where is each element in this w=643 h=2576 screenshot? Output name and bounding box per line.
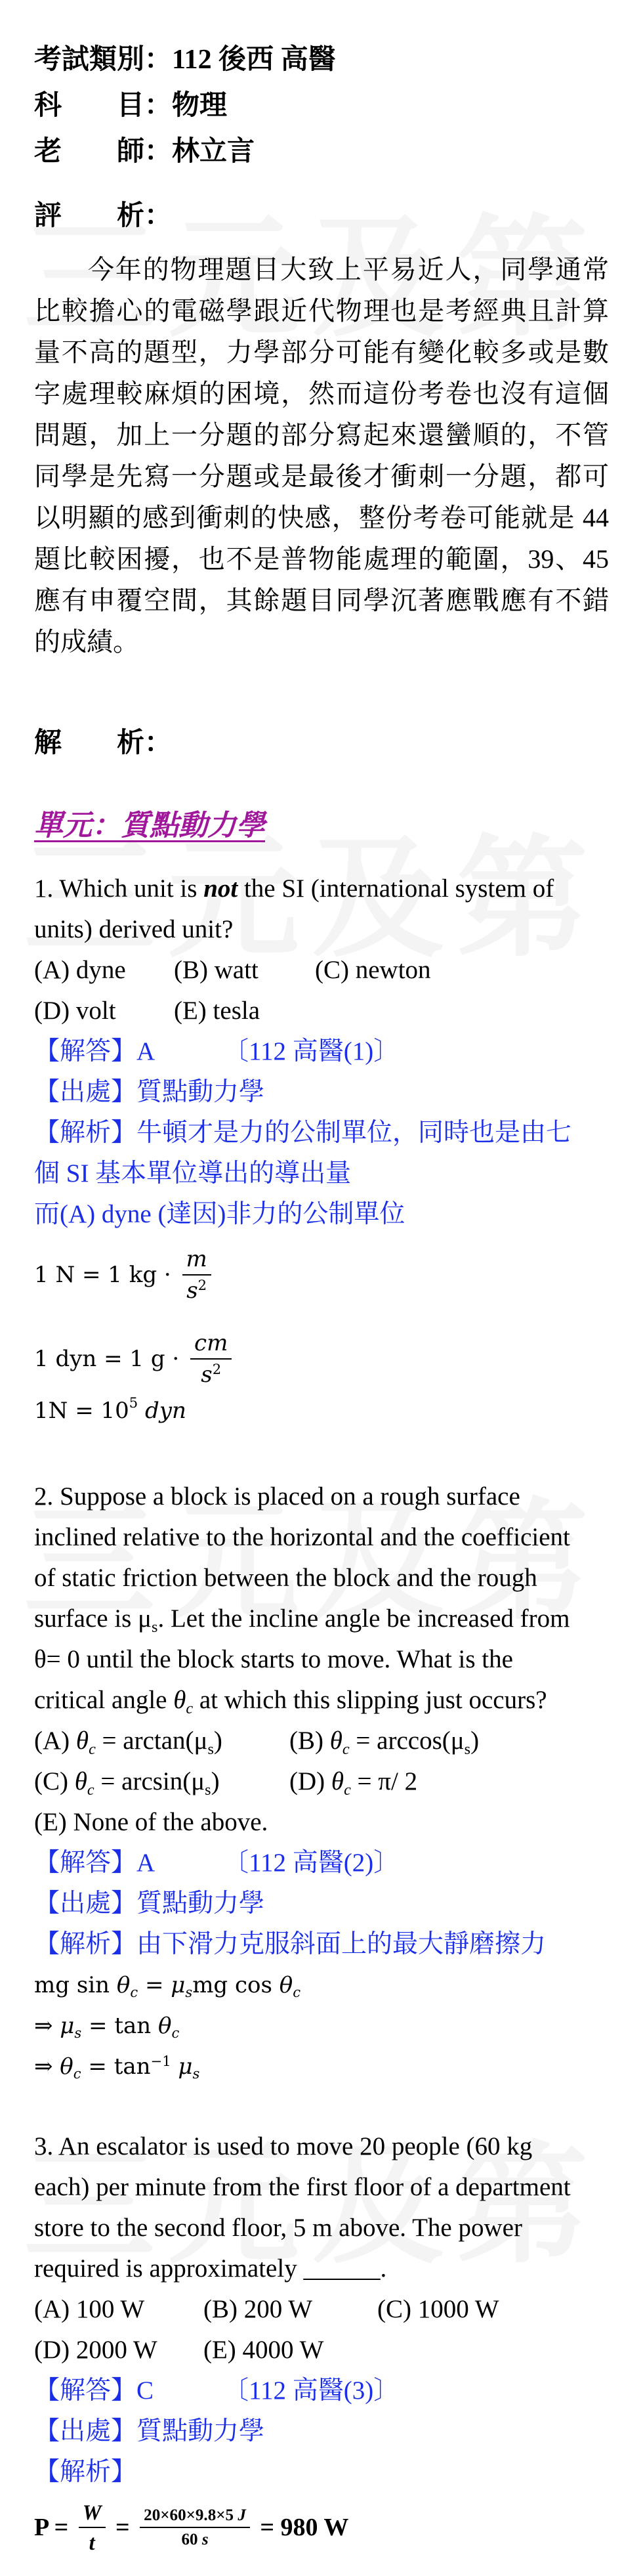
option-row [34,1761,617,1802]
fraction [190,1329,232,1389]
text-run: 1. Which unit is [34,874,204,903]
option-d [289,1761,417,1802]
paragraph-line: 比較擔心的電磁學跟近代物理也是考經典且計算 [34,296,609,326]
subscript: s [185,1983,193,2000]
answer-source: 〔112 高醫(1)〕 [223,1037,400,1065]
paragraph-line: 同學是先寫一分題或是最後才衝刺一分題，都可 [34,462,609,491]
origin-label: 【出處】 [34,2417,137,2445]
question-stem-line: θ= 0 until the block starts to move. What is the [34,1645,513,1673]
analysis-line [34,2452,617,2493]
text-run: ⇒ [34,2053,60,2080]
option-a: (A) 100 W [34,2295,145,2323]
text-run: (B) [289,1727,330,1755]
text-run: W [82,2500,102,2524]
text-run: = arcsin(μ [94,1767,205,1795]
text-run: s [201,2531,209,2548]
formula-power [34,2498,617,2557]
question-stem-line [34,1680,617,1721]
fraction-numerator [79,2499,106,2528]
text-run: P = [34,2514,75,2541]
superscript: 2 [197,1277,207,1294]
teacher: 老 師：林立言 [34,137,255,167]
analysis-line [34,1924,617,1965]
text-run: at which this slipping just occurs? [193,1686,547,1714]
subscript: c [87,1780,94,1799]
subscript: c [130,1983,138,2000]
text-run: mg sin [34,1972,117,1998]
subject: 科 目：物理 [34,91,228,121]
fraction-numerator [140,2505,250,2528]
analysis-label: 【解析】 [34,1119,137,1147]
text-run: = arccos(μ [349,1727,465,1755]
text-run: (A) [34,1727,76,1755]
text-run: t [89,2531,95,2554]
subscript: s [205,1780,211,1799]
text-run: critical angle [34,1686,174,1714]
origin-line [34,2411,617,2452]
fraction [79,2499,106,2556]
text-run: θ [157,2013,172,2039]
option-e: (E) None of the above. [34,1808,268,1836]
answer-line [34,2371,617,2411]
commentary-paragraph [34,249,617,662]
option-c [34,1761,289,1802]
option-c: (C) 1000 W [377,2295,499,2323]
subscript: s [464,1740,471,1758]
text-run: θ [60,2053,73,2080]
text-run: = arctan(μ [95,1727,208,1755]
subscript: c [342,1740,350,1758]
option-row [34,1721,617,1761]
answer [34,1843,223,1883]
text-run: θ [74,1767,87,1795]
question-stem-line [34,1599,617,1639]
text-run: mg cos [192,1972,280,1998]
text-run: μ [178,2053,193,2080]
text-run: = 980 W [253,2514,349,2541]
option-row [34,2289,617,2330]
formula-conversion: 1N = 10 $^5$ dyn [34,1394,186,1424]
origin-value: 質點動力學 [136,2417,265,2445]
answer-source: 〔112 高醫(3)〕 [223,2376,400,2405]
option-row [34,991,617,1031]
text-run: μ [60,2013,75,2039]
text-run: μ [171,1972,186,1998]
subscript: s [152,1618,158,1636]
option-row [34,950,617,991]
question-3 [34,2126,617,2557]
answer-source: 〔112 高醫(2)〕 [223,1849,400,1877]
answer-label: 【解答】 [34,1849,137,1877]
text-run: J [238,2506,246,2524]
text-run: 20×60×9.8×5 [144,2506,238,2524]
text-run: ) [211,1767,220,1795]
analysis-line: 個 SI 基本單位導出的導出量 [34,1159,352,1188]
solutions-heading: 解 析： [34,728,173,758]
answer-label: 【解答】 [34,1037,137,1065]
analysis-label: 【解析】 [34,2458,137,2486]
text-run: 60 [181,2531,202,2548]
fraction-numerator [182,1245,211,1276]
question-2 [34,1476,617,2087]
question-stem-line: 3. An escalator is used to move 20 people (60 kg [34,2132,533,2160]
option-a: (A) dyne [34,956,126,984]
question-stem-line: of static friction between the block and the rough [34,1564,537,1592]
subscript: c [344,1780,351,1799]
origin-label: 【出處】 [34,1078,137,1106]
subscript: c [186,1699,194,1717]
superscript: −1 [150,2053,171,2070]
origin-value: 質點動力學 [136,1889,265,1918]
text-run: θ [116,1972,131,1998]
analysis-label: 【解析】 [34,1930,137,1958]
answer-label: 【解答】 [34,2376,137,2405]
fraction [140,2505,250,2550]
subscript: c [89,1740,96,1758]
formula-dyne [34,1327,617,1391]
text-run: θ [173,1686,186,1714]
subscript: s [74,2024,82,2041]
fraction-denominator [197,1360,225,1389]
option-b: (B) 200 W [203,2295,313,2323]
fraction [182,1245,211,1305]
unit-heading-row [34,803,617,849]
fraction-denominator [182,1276,211,1305]
answer-value: A [136,1037,156,1065]
subscript: s [192,2065,200,2082]
equation-line [34,2006,617,2046]
option-a [34,1721,289,1761]
text-run: ) [213,1727,222,1755]
analysis-line [34,1113,617,1153]
option-b [289,1721,479,1761]
paragraph-line: 問題，加上一分題的部分寫起來還蠻順的，不管 [34,420,609,450]
text-run: = π/ 2 [350,1767,418,1795]
paragraph-line: 量不高的題型，力學部分可能有變化較多或是數 [34,337,609,367]
option-b: (B) watt [174,956,259,984]
question-1 [34,869,617,1430]
fraction-denominator [177,2528,212,2550]
text-run: m [186,1245,207,1272]
fraction-denominator [85,2528,99,2556]
question-stem-line: inclined relative to the horizontal and the coefficient [34,1523,570,1551]
option-e: (E) 4000 W [203,2336,324,2364]
origin-line [34,1883,617,1924]
unit-heading: 單元：質點動力學 [34,809,265,842]
text-run [138,1398,145,1424]
answer-line [34,1031,617,1072]
subscript: c [171,2024,180,2041]
exam-category: 考試類別：112 後西 高醫 [34,45,336,75]
text-run: (D) [289,1767,331,1795]
text-run: 1 N = 1 kg · [34,1262,178,1288]
analysis-text: 由下滑力克服斜面上的最大靜磨擦力 [136,1930,547,1958]
question-stem-line: store to the second floor, 5 m above. The power [34,2214,522,2242]
fraction-numerator [190,1329,232,1360]
question-stem-line [34,869,617,909]
question-stem-line: required is approximately ______. [34,2254,387,2283]
paragraph-line: 今年的物理題目大致上平易近人，同學通常 [88,255,609,284]
text-run: surface is μ [34,1604,152,1633]
text-run: = [138,1972,171,1998]
paragraph-line: 題比較困擾，也不是普物能處理的範圍，39、45 [34,544,609,574]
answer-value: C [136,2376,154,2405]
text-run: s [201,1362,213,1388]
answer [34,1031,223,1072]
equation-line [34,1965,617,2006]
text-run: the SI (international system of [238,874,554,903]
answer-line [34,1843,617,1883]
text-run: = tan [81,2013,158,2039]
option-e: (E) tesla [174,997,260,1025]
text-run: θ [329,1727,342,1755]
text-run [171,2053,178,2080]
paragraph-line: 以明顯的感到衝刺的快感，整份考卷可能就是 44 [34,503,609,532]
text-run: s [186,1277,198,1304]
text-run: ⇒ [34,2013,60,2039]
text-run: θ [279,1972,293,1998]
option-c: (C) newton [315,956,431,984]
option-d: (D) 2000 W [34,2336,157,2364]
origin-line [34,1072,617,1113]
paragraph-line: 應有申覆空間，其餘題目同學沉著應戰應有不錯 [34,586,609,615]
superscript: 2 [212,1361,222,1378]
answer [34,2371,223,2411]
question-stem-line: 2. Suppose a block is placed on a rough surface [34,1482,520,1511]
option-d: (D) volt [34,997,116,1025]
paragraph-line: 的成績。 [34,627,139,656]
answer-value: A [136,1849,156,1877]
formula-newton [34,1243,617,1307]
origin-label: 【出處】 [34,1889,137,1918]
text-run: 1N = 10 [34,1398,129,1424]
option-row [34,1802,617,1843]
text-run: = [109,2514,136,2541]
subscript: s [207,1740,214,1758]
text-run: . Let the incline angle be increased from [157,1604,570,1633]
text-run: cm [194,1329,228,1356]
text-run: = tan [81,2053,151,2080]
question-stem-line: each) per minute from the first floor of a department [34,2173,571,2201]
equation-line [34,2046,617,2087]
analysis-line: 而(A) dyne (達因)非力的公制單位 [34,1200,405,1228]
commentary-heading: 評 析： [34,201,173,231]
text-run: θ [75,1727,89,1755]
subscript: c [293,1983,301,2000]
option-row [34,2330,617,2371]
question-stem-line: units) derived unit? [34,915,234,943]
text-run: not [203,874,238,903]
analysis-text: 牛頓才是力的公制單位，同時也是由七 [136,1119,572,1147]
subscript: c [73,2065,81,2082]
text-run: dyn [144,1398,186,1424]
text-run: 1 dyn = 1 g · [34,1346,187,1372]
text-run: θ [331,1767,344,1795]
origin-value: 質點動力學 [136,1078,265,1106]
paragraph-line: 字處理較麻煩的困境，然而這份考卷也沒有這個 [34,379,609,408]
text-run: ) [470,1727,480,1755]
text-run: (C) [34,1767,75,1795]
